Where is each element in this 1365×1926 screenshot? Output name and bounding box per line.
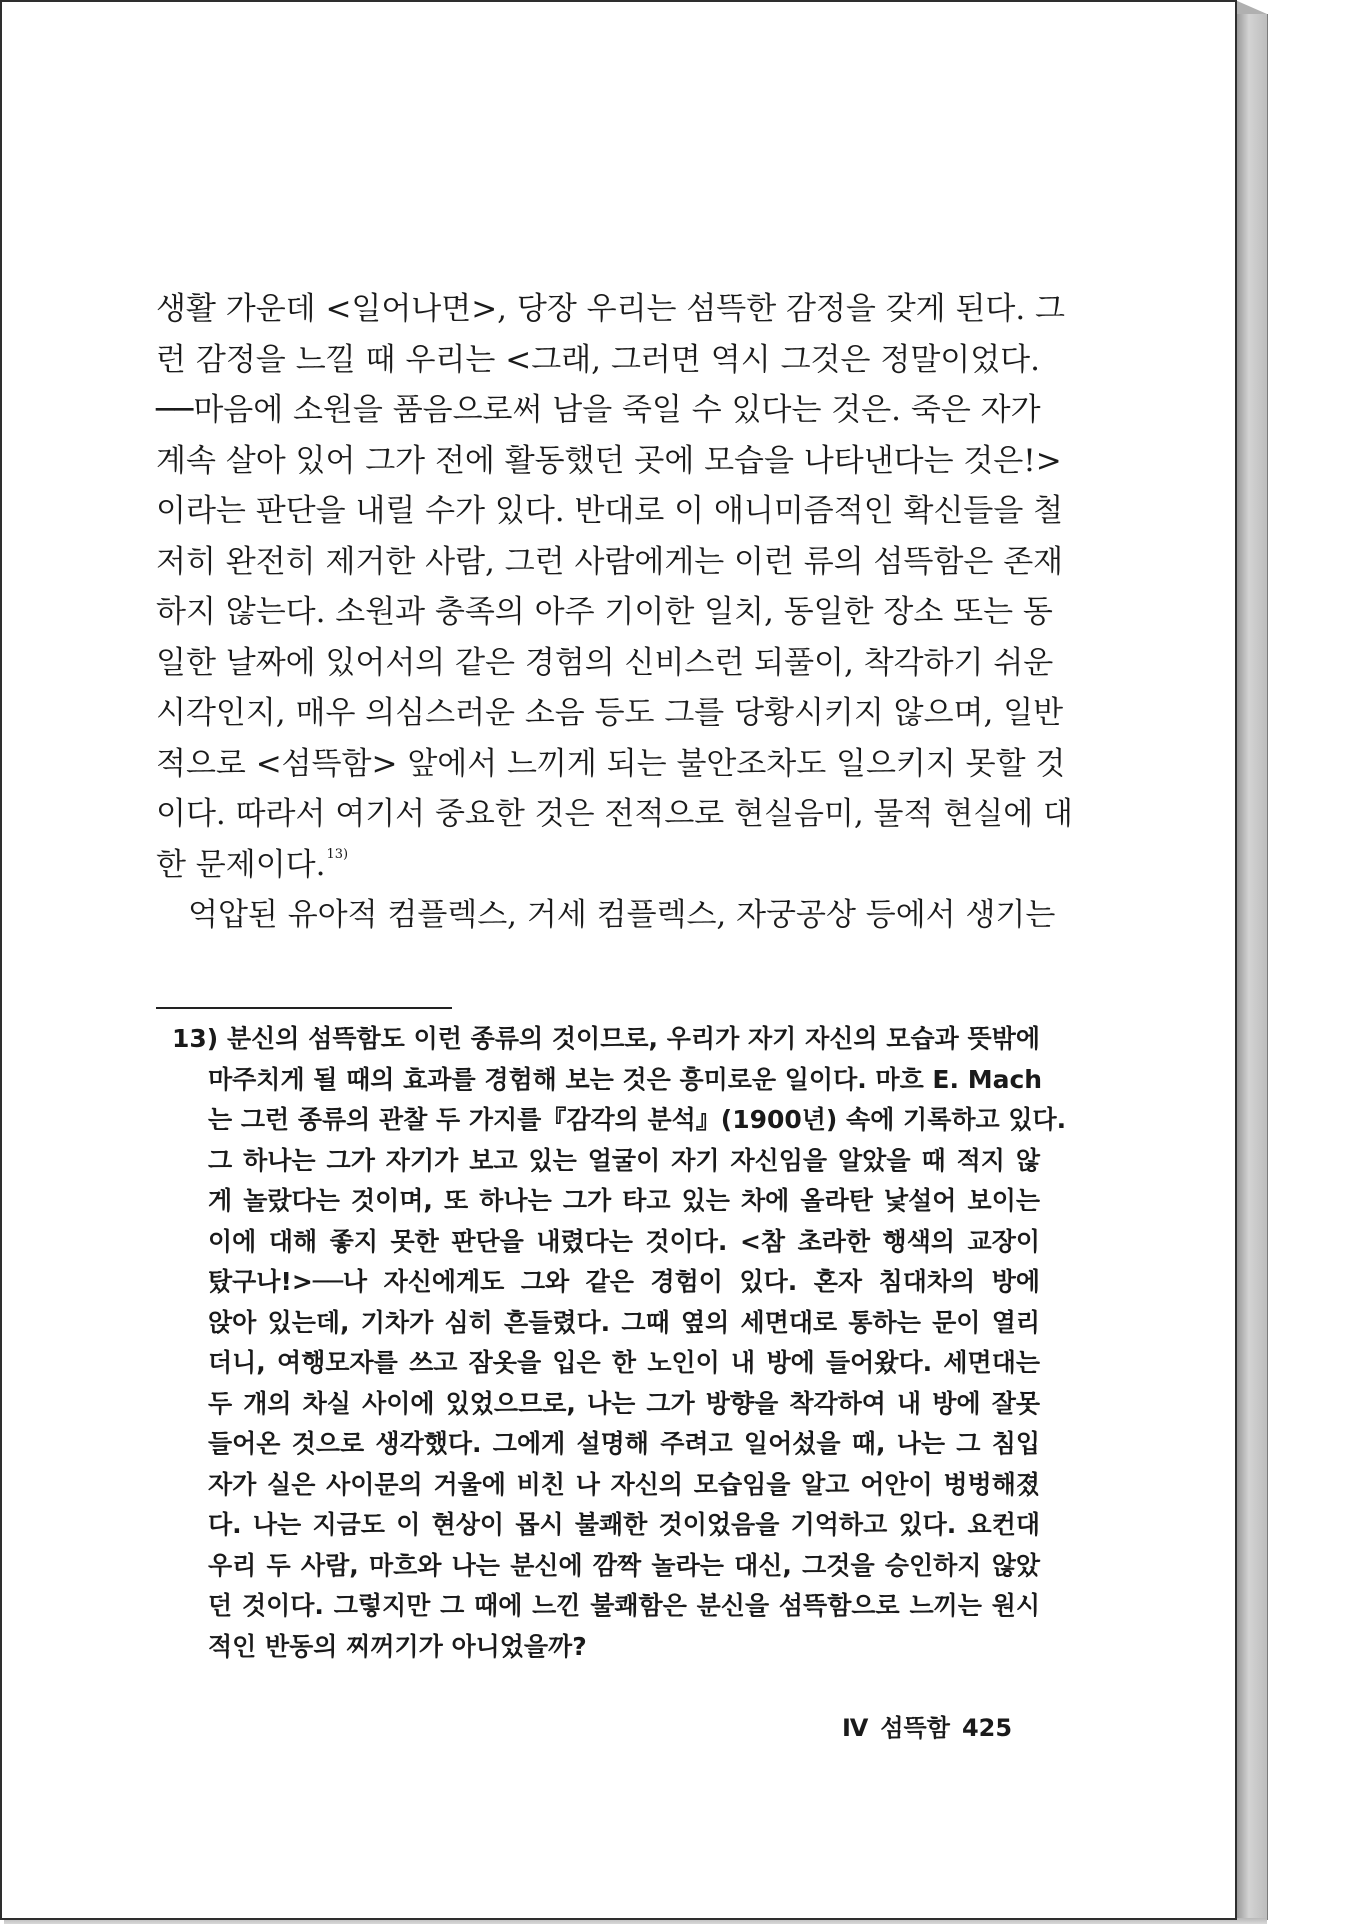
body-line: 적으로 <섬뜩함> 앞에서 느끼게 되는 불안조차도 일으키지 못할 것 bbox=[156, 745, 1066, 782]
paragraph-start-line: 억압된 유아적 컴플렉스, 거세 컴플렉스, 자궁공상 등에서 생기는 bbox=[188, 897, 1056, 933]
chapter-numeral: Ⅳ bbox=[842, 1714, 869, 1742]
footnote-line: 게 놀랐다는 것이며, 또 하나는 그가 타고 있는 차에 올라탄 낯설어 보이는 bbox=[208, 1186, 1040, 1215]
body-line: 이라는 판단을 내릴 수가 있다. 반대로 이 애니미즘적인 확신들을 철 bbox=[156, 493, 1064, 529]
footnote-line: 탔구나!>──나 자신에게도 그와 같은 경험이 있다. 혼자 침대차의 방에 bbox=[208, 1267, 1040, 1296]
footnote-rule bbox=[156, 1007, 452, 1009]
footnote-line: 들어온 것으로 생각했다. 그에게 설명해 주려고 일어섰을 때, 나는 그 침입 bbox=[208, 1429, 1040, 1458]
footnote-line: 13) 분신의 섬뜩함도 이런 종류의 것이므로, 우리가 자기 자신의 모습과 뜻밖에 bbox=[172, 1024, 1040, 1053]
footnote-line: 마주치게 될 때의 효과를 경험해 보는 것은 흥미로운 일이다. 마흐 E. Mach bbox=[208, 1064, 1043, 1094]
footnote-line: 더니, 여행모자를 쓰고 잠옷을 입은 한 노인이 내 방에 들어왔다. 세면대는 bbox=[208, 1348, 1040, 1377]
footnote-line: 이에 대해 좋지 못한 판단을 내렸다는 것이다. <참 초라한 행색의 교장이 bbox=[208, 1226, 1040, 1256]
body-line: 일한 날짜에 있어서의 같은 경험의 신비스런 되풀이, 착각하기 쉬운 bbox=[156, 644, 1054, 681]
body-line: 런 감정을 느낄 때 우리는 <그래, 그러면 역시 그것은 정말이었다. bbox=[156, 341, 1040, 378]
body-line: 계속 살아 있어 그가 전에 활동했던 곳에 모습을 나타낸다는 것은!> bbox=[156, 442, 1062, 479]
page-number: 425 bbox=[961, 1714, 1013, 1742]
body-line: 시각인지, 매우 의심스러운 소음 등도 그를 당황시키지 않으며, 일반 bbox=[156, 695, 1064, 731]
main-text bbox=[156, 284, 1073, 941]
body-line: 이다. 따라서 여기서 중요한 것은 전적으로 현실음미, 물적 현실에 대 bbox=[156, 796, 1073, 832]
footnote-line: 적인 반동의 찌꺼기가 아니었을까? bbox=[208, 1631, 587, 1661]
body-line bbox=[156, 840, 1040, 891]
footnote-reference[interactable]: 13) bbox=[326, 846, 349, 862]
body-line: 저히 완전히 제거한 사람, 그런 사람에게는 이런 류의 섬뜩함은 존재 bbox=[156, 543, 1064, 580]
footnote-line: 앉아 있는데, 기차가 심히 흔들렸다. 그때 옆의 세면대로 통하는 문이 열리 bbox=[208, 1307, 1040, 1337]
body-line: 생활 가운데 <일어나면>, 당장 우리는 섬뜩한 감정을 갖게 된다. 그 bbox=[156, 291, 1065, 327]
footnote-line: 그 하나는 그가 자기가 보고 있는 얼굴이 자기 자신임을 알았을 때 적지 않 bbox=[208, 1145, 1040, 1175]
body-line-text: 한 문제이다. bbox=[156, 846, 326, 883]
page-edge-top bbox=[1235, 0, 1267, 14]
body-line: 하지 않는다. 소원과 충족의 아주 기이한 일치, 동일한 장소 또는 동 bbox=[156, 594, 1053, 630]
page-edge-right bbox=[1237, 14, 1268, 1920]
body-line: ──마음에 소원을 품음으로써 남을 죽일 수 있다는 것은. 죽은 자가 bbox=[156, 392, 1041, 428]
footnote-line: 다. 나는 지금도 이 현상이 몹시 불쾌한 것이었음을 기억하고 있다. 요컨대 bbox=[208, 1510, 1040, 1539]
running-footer bbox=[842, 1708, 1012, 1748]
footnote-line: 우리 두 사람, 마흐와 나는 분신에 깜짝 놀라는 대신, 그것을 승인하지 않았 bbox=[208, 1550, 1040, 1580]
footnote-13 bbox=[172, 1019, 1067, 1667]
footnote-line: 자가 실은 사이문의 거울에 비친 나 자신의 모습임을 알고 어안이 벙벙해졌 bbox=[208, 1469, 1040, 1499]
footnote-line: 는 그런 종류의 관찰 두 가지를『감각의 분석』(1900년) 속에 기록하고 있다. bbox=[208, 1105, 1067, 1134]
footnote-line: 두 개의 차실 사이에 있었으므로, 나는 그가 방향을 착각하여 내 방에 잘못 bbox=[208, 1388, 1040, 1418]
footnote-line: 던 것이다. 그렇지만 그 때에 느낀 불쾌함은 분신을 섬뜩함으로 느끼는 원시 bbox=[208, 1591, 1040, 1620]
section-title: 섬뜩함 bbox=[880, 1714, 950, 1742]
